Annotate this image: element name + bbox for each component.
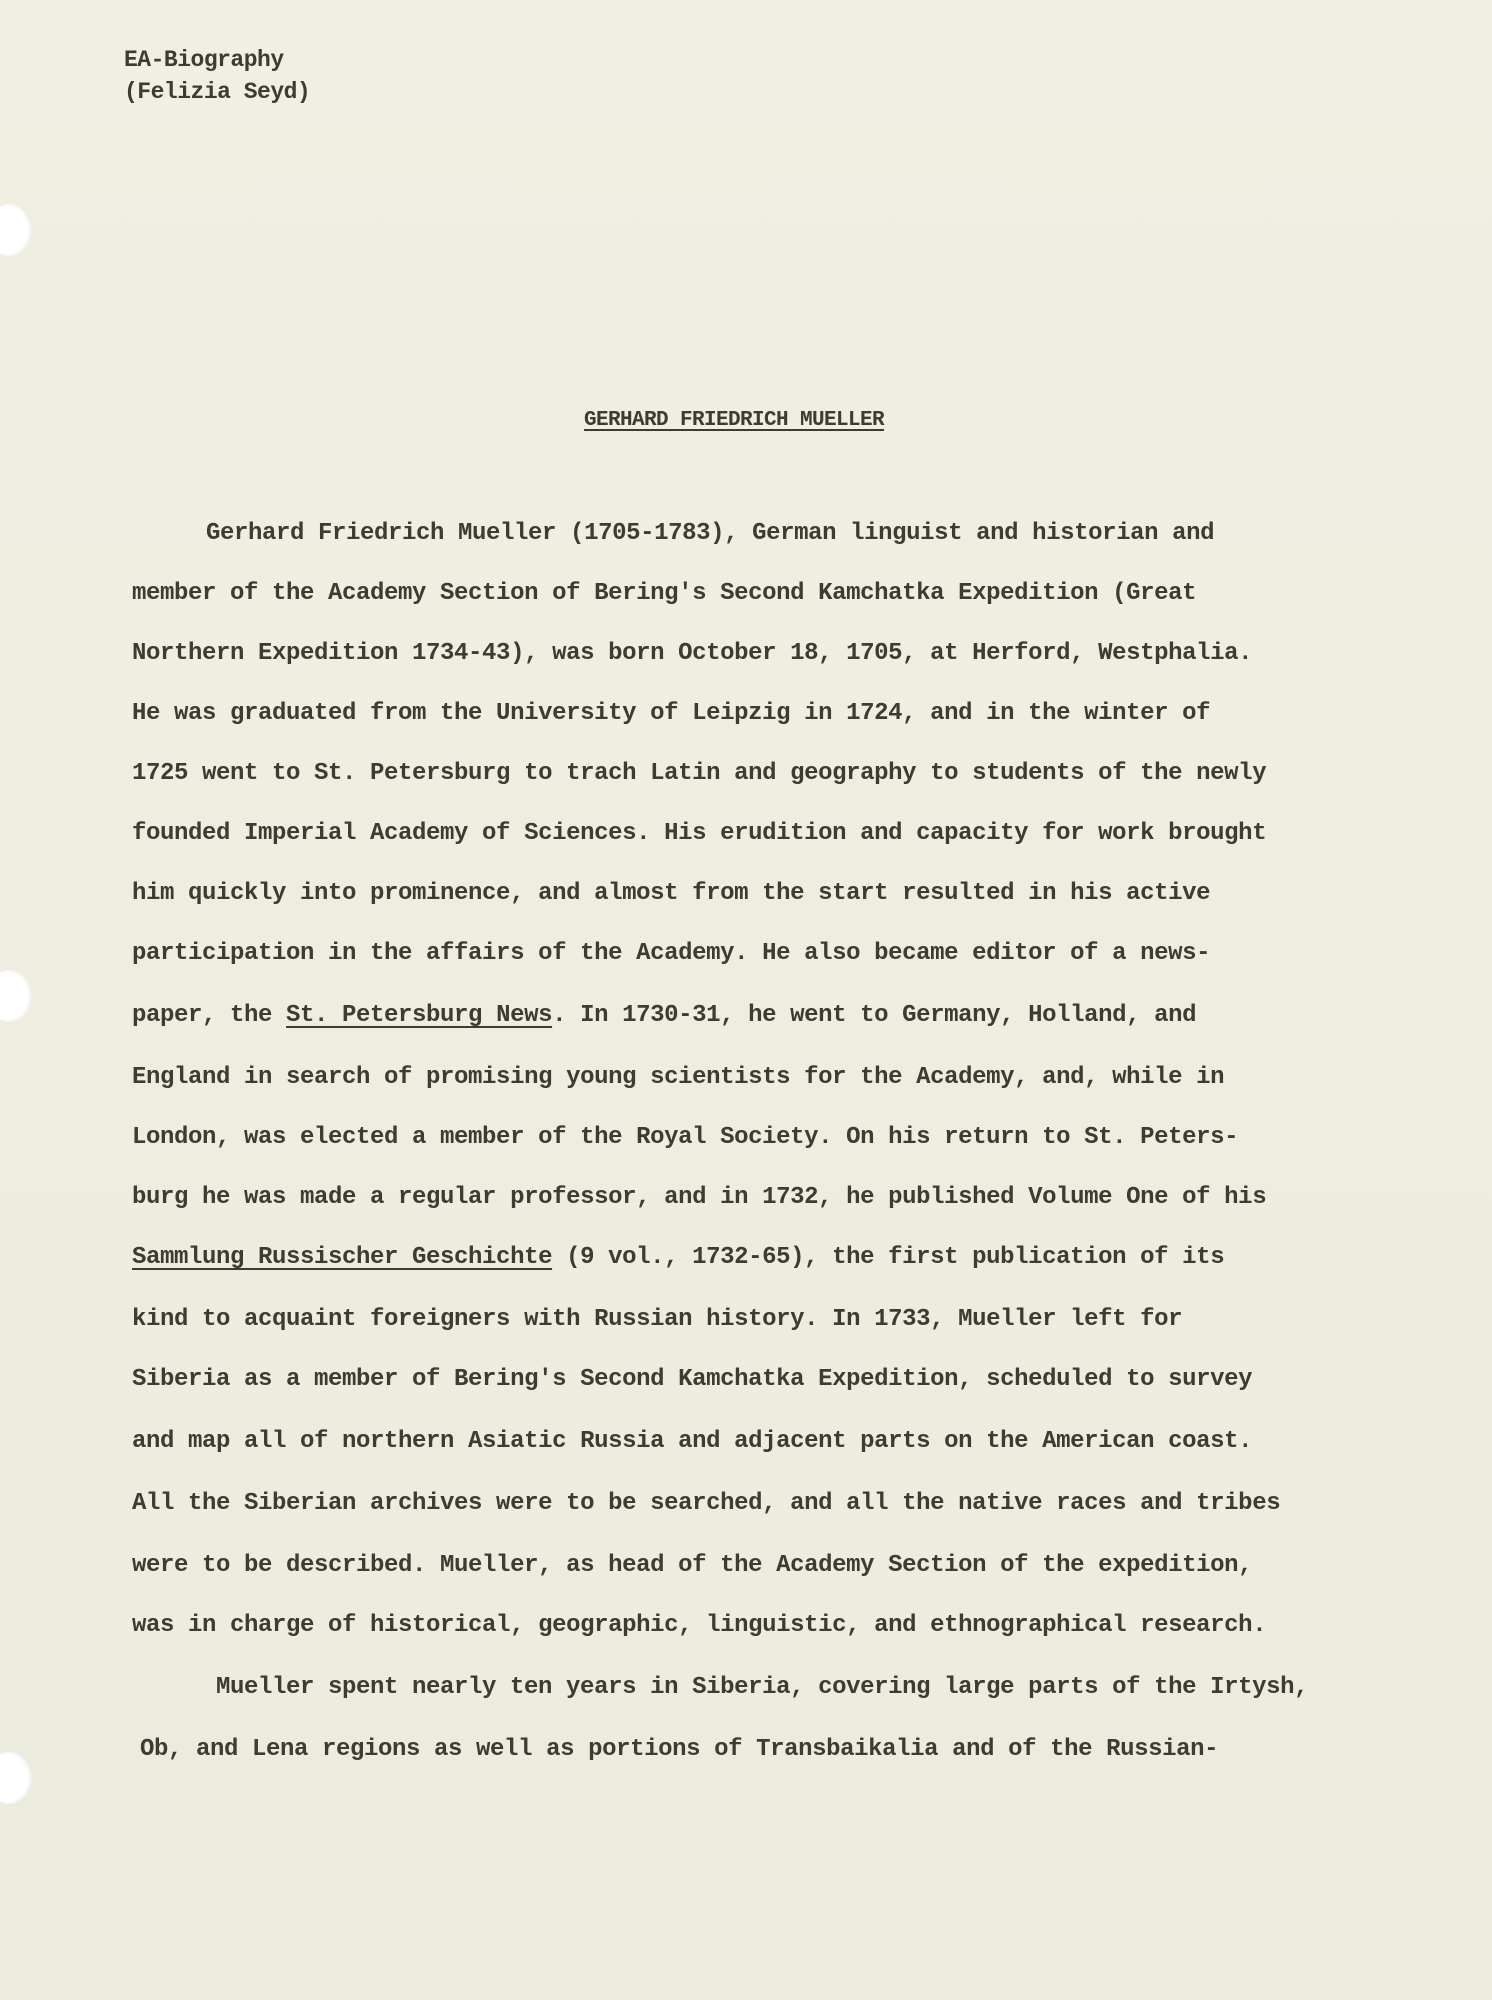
body-line: Ob, and Lena regions as well as portions of Transbaikalia and of the Russian-: [140, 1736, 1219, 1763]
punch-hole-top: [0, 204, 32, 256]
header-author: (Felizia Seyd): [124, 79, 311, 105]
body-line: Northern Expedition 1734-43), was born October 18, 1705, at Herford, Westphalia.: [132, 640, 1253, 667]
body-text-fragment: (9 vol., 1732-65), the first publication of its: [552, 1244, 1225, 1271]
document-header: [124, 44, 310, 108]
body-line: was in charge of historical, geographic, linguistic, and ethnographical research.: [132, 1612, 1267, 1639]
newspaper-title: St. Petersburg News: [286, 1002, 553, 1029]
body-text-fragment: . In 1730-31, he went to Germany, Holland, and: [552, 1002, 1197, 1029]
body-line: were to be described. Mueller, as head of the Academy Section of the expedition,: [132, 1552, 1253, 1579]
book-title: Sammlung Russischer Geschichte: [132, 1244, 553, 1271]
body-text-fragment: paper, the: [132, 1002, 287, 1029]
body-line: participation in the affairs of the Academy. He also became editor of a news-: [132, 940, 1211, 967]
body-line: burg he was made a regular professor, and in 1732, he published Volume One of his: [132, 1184, 1267, 1211]
body-line: member of the Academy Section of Bering's Second Kamchatka Expedition (Great: [132, 580, 1197, 607]
header-category: EA-Biography: [124, 47, 284, 73]
punch-hole-middle: [0, 970, 32, 1022]
document-title: GERHARD FRIEDRICH MUELLER: [584, 409, 885, 432]
body-line: kind to acquaint foreigners with Russian history. In 1733, Mueller left for: [132, 1306, 1183, 1333]
body-line: Gerhard Friedrich Mueller (1705-1783), German linguist and historian and: [206, 520, 1215, 547]
body-line: founded Imperial Academy of Sciences. His erudition and capacity for work brought: [132, 820, 1267, 847]
body-line: He was graduated from the University of Leipzig in 1724, and in the winter of: [132, 700, 1211, 727]
body-line: London, was elected a member of the Royal Society. On his return to St. Peters-: [132, 1124, 1239, 1151]
body-line: All the Siberian archives were to be searched, and all the native races and tribes: [132, 1490, 1281, 1517]
body-line: [132, 1002, 1196, 1029]
body-line: him quickly into prominence, and almost from the start resulted in his active: [132, 880, 1211, 907]
body-line: [132, 1244, 1224, 1271]
body-line: 1725 went to St. Petersburg to trach Latin and geography to students of the newly: [132, 760, 1267, 787]
body-line: and map all of northern Asiatic Russia and adjacent parts on the American coast.: [132, 1428, 1253, 1455]
punch-hole-bottom: [0, 1752, 32, 1804]
body-line: Siberia as a member of Bering's Second Kamchatka Expedition, scheduled to survey: [132, 1366, 1253, 1393]
body-line: Mueller spent nearly ten years in Siberia, covering large parts of the Irtysh,: [216, 1674, 1309, 1701]
body-line: England in search of promising young scientists for the Academy, and, while in: [132, 1064, 1225, 1091]
